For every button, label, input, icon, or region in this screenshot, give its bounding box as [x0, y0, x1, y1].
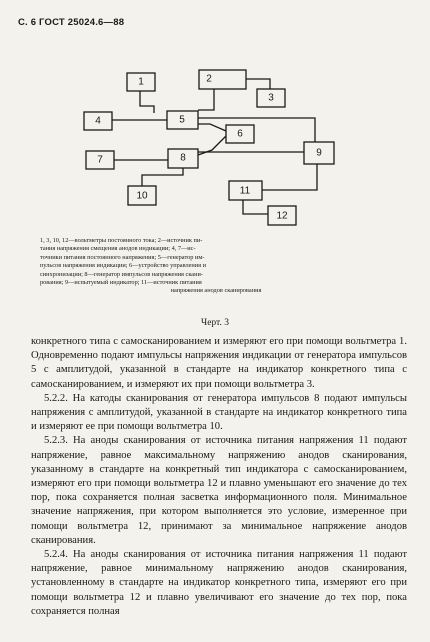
svg-text:5: 5 [179, 114, 185, 126]
figure-label: Черт. 3 [201, 318, 229, 328]
box-10 [128, 186, 156, 205]
page-header: С. 6 ГОСТ 25024.6—88 [18, 17, 125, 28]
line-6-5 [198, 124, 226, 131]
line-2-3 [246, 79, 270, 89]
svg-text:1: 1 [138, 76, 144, 88]
caption-line: тания напряжения смещения анодов индикации; 4, 7—ис- [40, 245, 196, 253]
box-4 [84, 112, 112, 130]
box-12 [268, 206, 296, 225]
svg-text:7: 7 [97, 154, 103, 166]
line-11-12 [243, 200, 268, 214]
svg-text:8: 8 [180, 152, 186, 164]
svg-text:10: 10 [136, 190, 148, 202]
svg-text:6: 6 [237, 128, 243, 140]
box-9 [304, 142, 334, 164]
caption-line: синхронизации; 8—генератор импульсов напряжения скани- [40, 270, 203, 278]
line-1-5 [140, 91, 154, 113]
box-11 [229, 181, 262, 200]
box-5 [167, 111, 198, 129]
figure-caption [40, 237, 392, 296]
line-5-9 [198, 118, 315, 143]
caption-line: пульсов напряжения индикации; 6—устройство управления и [40, 262, 206, 270]
svg-text:2: 2 [206, 73, 212, 85]
svg-text:4: 4 [95, 115, 101, 127]
paragraph: 5.2.2. На катоды сканирования от генератора импульсов 8 подают импульсы напряжения с амплитудой, указанной в стандарте на индикатор конкретного типа и измеряют ее при помощи вольтметра 10. [31, 392, 407, 433]
line-2-5 [198, 89, 214, 110]
paragraph: конкретного типа с самосканированием и измеряют его при помощи вольтметра 1. Одновременно подают импульсы напряжения индикации от генератора импульсов 5 с амплитудой, указанной в стандарте на индикатор конкретного типа с самосканированием, и измеряют их при помощи вольтметра 3. [31, 336, 407, 390]
body-text [31, 335, 407, 619]
line-8-10 [142, 168, 183, 186]
svg-text:11: 11 [239, 185, 251, 197]
caption-line: рования; 9—испытуемый индикатор; 11—источник питания [40, 279, 202, 287]
svg-text:3: 3 [268, 92, 274, 104]
box-1 [127, 73, 155, 91]
box-7 [86, 151, 114, 169]
box-6 [226, 125, 254, 143]
box-2 [199, 70, 246, 89]
caption-line: напряжения анодов сканирования [170, 287, 262, 295]
line-9-11 [262, 164, 317, 190]
box-3 [257, 89, 285, 107]
box-8 [168, 149, 198, 168]
svg-text:9: 9 [316, 147, 322, 159]
svg-text:12: 12 [276, 210, 288, 222]
caption-line: 1, 3, 10, 12—вольтметры постоянного тока; 2—источник пи- [40, 237, 203, 244]
paragraph: 5.2.3. На аноды сканирования от источника питания напряжения 11 подают напряжение, равное максимальному напряжению анодов сканирования, указанному в стандарте на конкретный тип индикатора с самосканированием, измеряют его при помощи вольтметра 12 и плавно уменьшают его значение до тех пор, пока сохраняется полная засветка информационного поля. Минимальное значение напряжения, при котором выполняется это условие, измеренное при помощи вольтметра 12, принимают за минимальное напряжение анодов сканирования. [31, 435, 407, 546]
paragraph: 5.2.4. На аноды сканирования от источника питания напряжения 11 подают напряжение, равное минимальному напряжению анодов сканирования, установленному в стандарте на индикатор конкретного типа, измеряют его при помощи вольтметра 12 и плавно увеличивают его значение до тех пор, пока сохраняется полная [31, 549, 407, 617]
caption-line: точники питания постоянного напряжения; 5—генератор им- [40, 253, 205, 261]
block-diagram [0, 0, 430, 240]
